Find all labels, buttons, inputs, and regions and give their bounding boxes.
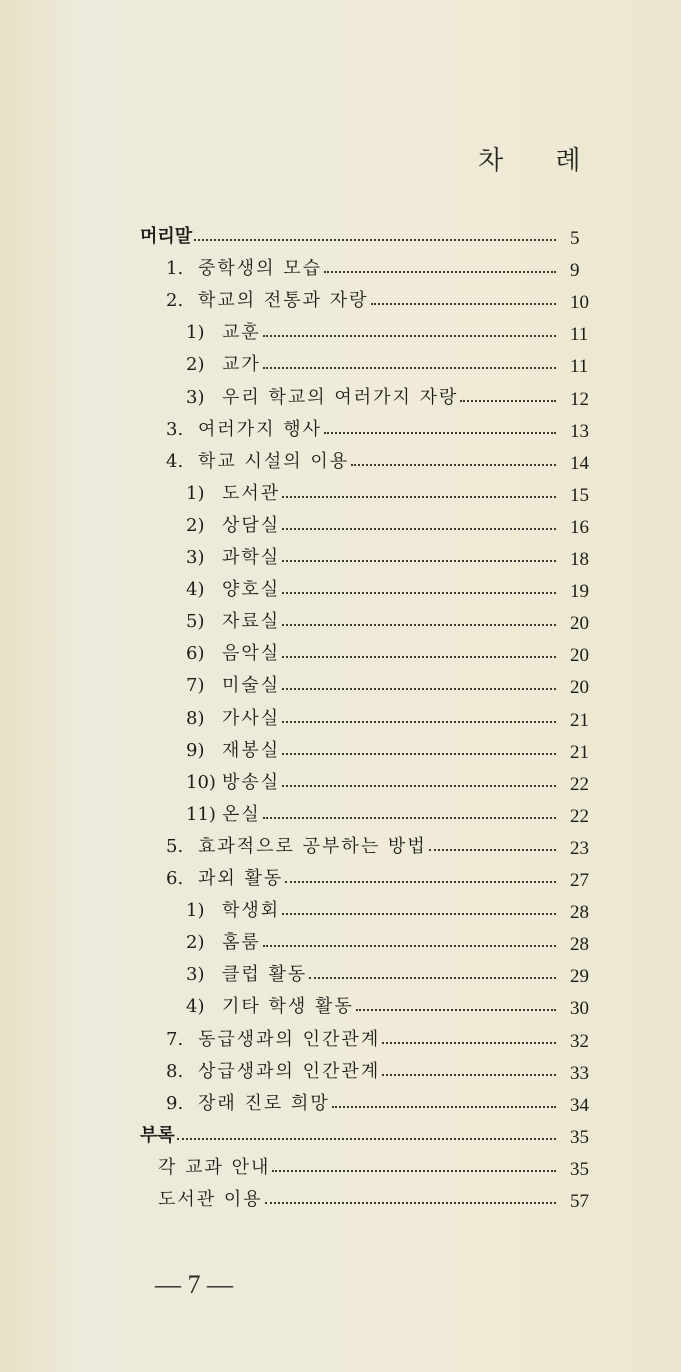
- toc-entry-number: 1): [186, 483, 205, 504]
- toc-entry-page: 10: [570, 292, 589, 313]
- toc-entry-page: 18: [570, 549, 589, 570]
- toc-entry-label: 효과적으로 공부하는 방법: [198, 836, 427, 857]
- toc-entry-page: 30: [570, 998, 589, 1019]
- toc-entry-label: 동급생과의 인간관계: [198, 1029, 381, 1050]
- toc-entry-page: 35: [570, 1127, 589, 1148]
- toc-entry: [166, 254, 560, 284]
- toc-entry-page: 12: [570, 389, 589, 410]
- toc-entry-number: 6): [186, 643, 205, 664]
- toc-entry-label: 방송실: [222, 772, 281, 793]
- leader-dots: [282, 656, 556, 658]
- toc-entry-page: 21: [570, 710, 589, 731]
- toc-entry-label: 중학생의 모습: [198, 258, 323, 279]
- leader-dots: [324, 432, 556, 434]
- toc-entry-page: 22: [570, 806, 589, 827]
- toc-entry: [166, 286, 560, 316]
- toc-entry-page: 14: [570, 453, 589, 474]
- toc-entry-label: 음악실: [222, 643, 281, 664]
- leader-dots: [282, 721, 556, 723]
- toc-entry-number: 2): [186, 515, 205, 536]
- toc-entry-label: 홈룸: [222, 932, 261, 953]
- toc-entry-number: 1): [186, 322, 205, 343]
- leader-dots: [282, 560, 556, 562]
- leader-dots: [265, 1202, 556, 1204]
- toc-entry-number: 7): [186, 675, 205, 696]
- toc-entry-label: 기타 학생 활동: [222, 996, 354, 1017]
- toc-entry-page: 20: [570, 613, 589, 634]
- toc-entry: [166, 415, 560, 445]
- leader-dots: [382, 1074, 556, 1076]
- toc-entry-page: 57: [570, 1191, 589, 1212]
- toc-entry-number: 6.: [166, 868, 184, 889]
- leader-dots: [177, 1138, 556, 1140]
- toc-entry-label: 머리말: [140, 226, 193, 247]
- toc-entry-page: 11: [570, 324, 589, 345]
- toc-entry-page: 29: [570, 966, 589, 987]
- toc-entry-number: 2): [186, 932, 205, 953]
- toc-entry: [186, 575, 560, 605]
- toc-entry-page: 35: [570, 1159, 589, 1180]
- toc-entry: [186, 671, 560, 701]
- leader-dots: [263, 335, 556, 337]
- toc-entry: [186, 607, 560, 637]
- toc-entry: [166, 1057, 560, 1087]
- toc-entry-label: 장래 진로 희망: [198, 1093, 330, 1114]
- toc-entry-number: 1): [186, 900, 205, 921]
- page-number: — 7 —: [155, 1270, 233, 1299]
- toc-entry-label: 과학실: [222, 547, 281, 568]
- toc-entry-label: 교가: [222, 354, 261, 375]
- toc-entry-label: 도서관 이용: [158, 1189, 263, 1210]
- toc-entry-label: 부록: [140, 1125, 175, 1146]
- toc-entry-number: 1.: [166, 258, 184, 279]
- leader-dots: [272, 1170, 556, 1172]
- toc-entry: [186, 704, 560, 734]
- toc-entry-page: 27: [570, 870, 589, 891]
- toc-entry-label: 가사실: [222, 708, 281, 729]
- toc-entry-number: 11): [186, 804, 216, 825]
- toc-entry-label: 재봉실: [222, 740, 281, 761]
- toc-entry-page: 15: [570, 485, 589, 506]
- toc-entry-label: 학교 시설의 이용: [198, 451, 350, 472]
- toc-entry: [186, 639, 560, 669]
- leader-dots: [282, 688, 556, 690]
- toc-entry-page: 20: [570, 645, 589, 666]
- toc-entry: [186, 992, 560, 1022]
- toc-entry-number: 5.: [166, 836, 184, 857]
- toc-entry: [186, 896, 560, 926]
- toc-entry-label: 온실: [222, 804, 261, 825]
- toc-entry: [186, 768, 560, 798]
- toc-entry-label: 자료실: [222, 611, 281, 632]
- toc-entry: [140, 1121, 560, 1151]
- toc-entry-number: 9.: [166, 1093, 184, 1114]
- toc-entry-label: 여러가지 행사: [198, 419, 323, 440]
- toc-entry-number: 3): [186, 964, 205, 985]
- leader-dots: [263, 945, 556, 947]
- leader-dots: [351, 464, 556, 466]
- toc-entry-number: 8): [186, 708, 205, 729]
- toc-entry-page: 16: [570, 517, 589, 538]
- leader-dots: [282, 592, 556, 594]
- toc-entry: [158, 1185, 560, 1215]
- toc-entry-number: 3): [186, 387, 205, 408]
- toc-entry-number: 3): [186, 547, 205, 568]
- toc-entry-page: 28: [570, 934, 589, 955]
- toc-entry: [186, 479, 560, 509]
- toc-entry: [158, 1153, 560, 1183]
- leader-dots: [460, 400, 556, 402]
- leader-dots: [282, 753, 556, 755]
- toc-entry-label: 클럽 활동: [222, 964, 308, 985]
- toc-entry: [186, 383, 560, 413]
- toc-entry: [186, 736, 560, 766]
- toc-entry: [186, 800, 560, 830]
- leader-dots: [282, 496, 556, 498]
- toc-entry: [186, 928, 560, 958]
- leader-dots: [382, 1042, 556, 1044]
- leader-dots: [356, 1009, 556, 1011]
- toc-entry-label: 미술실: [222, 675, 281, 696]
- toc-entry-label: 상담실: [222, 515, 281, 536]
- leader-dots: [429, 849, 556, 851]
- leader-dots: [324, 271, 556, 273]
- toc-entry: [186, 511, 560, 541]
- toc-entry: [140, 222, 560, 252]
- toc-entry-page: 23: [570, 838, 589, 859]
- leader-dots: [263, 367, 556, 369]
- toc-entry: [166, 832, 560, 862]
- toc-entry-page: 22: [570, 774, 589, 795]
- toc-entry-number: 8.: [166, 1061, 184, 1082]
- toc-entry-page: 5: [570, 228, 580, 249]
- toc-entry-page: 33: [570, 1063, 589, 1084]
- leader-dots: [194, 239, 556, 241]
- toc-entry-number: 2.: [166, 290, 184, 311]
- toc-entry-label: 교훈: [222, 322, 261, 343]
- toc-entry-page: 20: [570, 677, 589, 698]
- toc-entry: [166, 1025, 560, 1055]
- toc-entry-page: 19: [570, 581, 589, 602]
- toc-entry: [166, 864, 560, 894]
- toc-entry-number: 2): [186, 354, 205, 375]
- toc-entry-page: 28: [570, 902, 589, 923]
- leader-dots: [332, 1106, 556, 1108]
- toc-entry-number: 4): [186, 996, 205, 1017]
- toc-entry-page: 34: [570, 1095, 589, 1116]
- toc-entry-number: 9): [186, 740, 205, 761]
- toc-entry-label: 우리 학교의 여러가지 자랑: [222, 387, 459, 408]
- toc-entry: [186, 318, 560, 348]
- toc-entry-label: 학생회: [222, 900, 281, 921]
- leader-dots: [282, 528, 556, 530]
- toc-entry-number: 10): [186, 772, 216, 793]
- leader-dots: [309, 977, 556, 979]
- toc-entry: [186, 350, 560, 380]
- toc-entry-label: 학교의 전통과 자랑: [198, 290, 369, 311]
- toc-entry-label: 양호실: [222, 579, 281, 600]
- toc-entry-number: 5): [186, 611, 205, 632]
- toc-entry-number: 4.: [166, 451, 184, 472]
- leader-dots: [282, 624, 556, 626]
- toc-entry-page: 11: [570, 356, 589, 377]
- page-title: 차 례: [478, 146, 603, 176]
- toc-entry-number: 4): [186, 579, 205, 600]
- leader-dots: [282, 913, 556, 915]
- toc-entry-label: 각 교과 안내: [158, 1157, 271, 1178]
- toc-entry: [186, 960, 560, 990]
- leader-dots: [285, 881, 556, 883]
- toc-entry-label: 과외 활동: [198, 868, 284, 889]
- toc-entry-page: 13: [570, 421, 589, 442]
- toc-entry-number: 7.: [166, 1029, 184, 1050]
- toc-entry-number: 3.: [166, 419, 184, 440]
- toc-entry-label: 상급생과의 인간관계: [198, 1061, 381, 1082]
- toc-entry: [186, 543, 560, 573]
- toc-entry: [166, 1089, 560, 1119]
- toc-entry-page: 21: [570, 742, 589, 763]
- leader-dots: [282, 785, 556, 787]
- toc-entry-page: 9: [570, 260, 580, 281]
- toc-entry: [166, 447, 560, 477]
- leader-dots: [371, 303, 556, 305]
- leader-dots: [263, 817, 556, 819]
- toc-entry-page: 32: [570, 1031, 589, 1052]
- toc-entry-label: 도서관: [222, 483, 281, 504]
